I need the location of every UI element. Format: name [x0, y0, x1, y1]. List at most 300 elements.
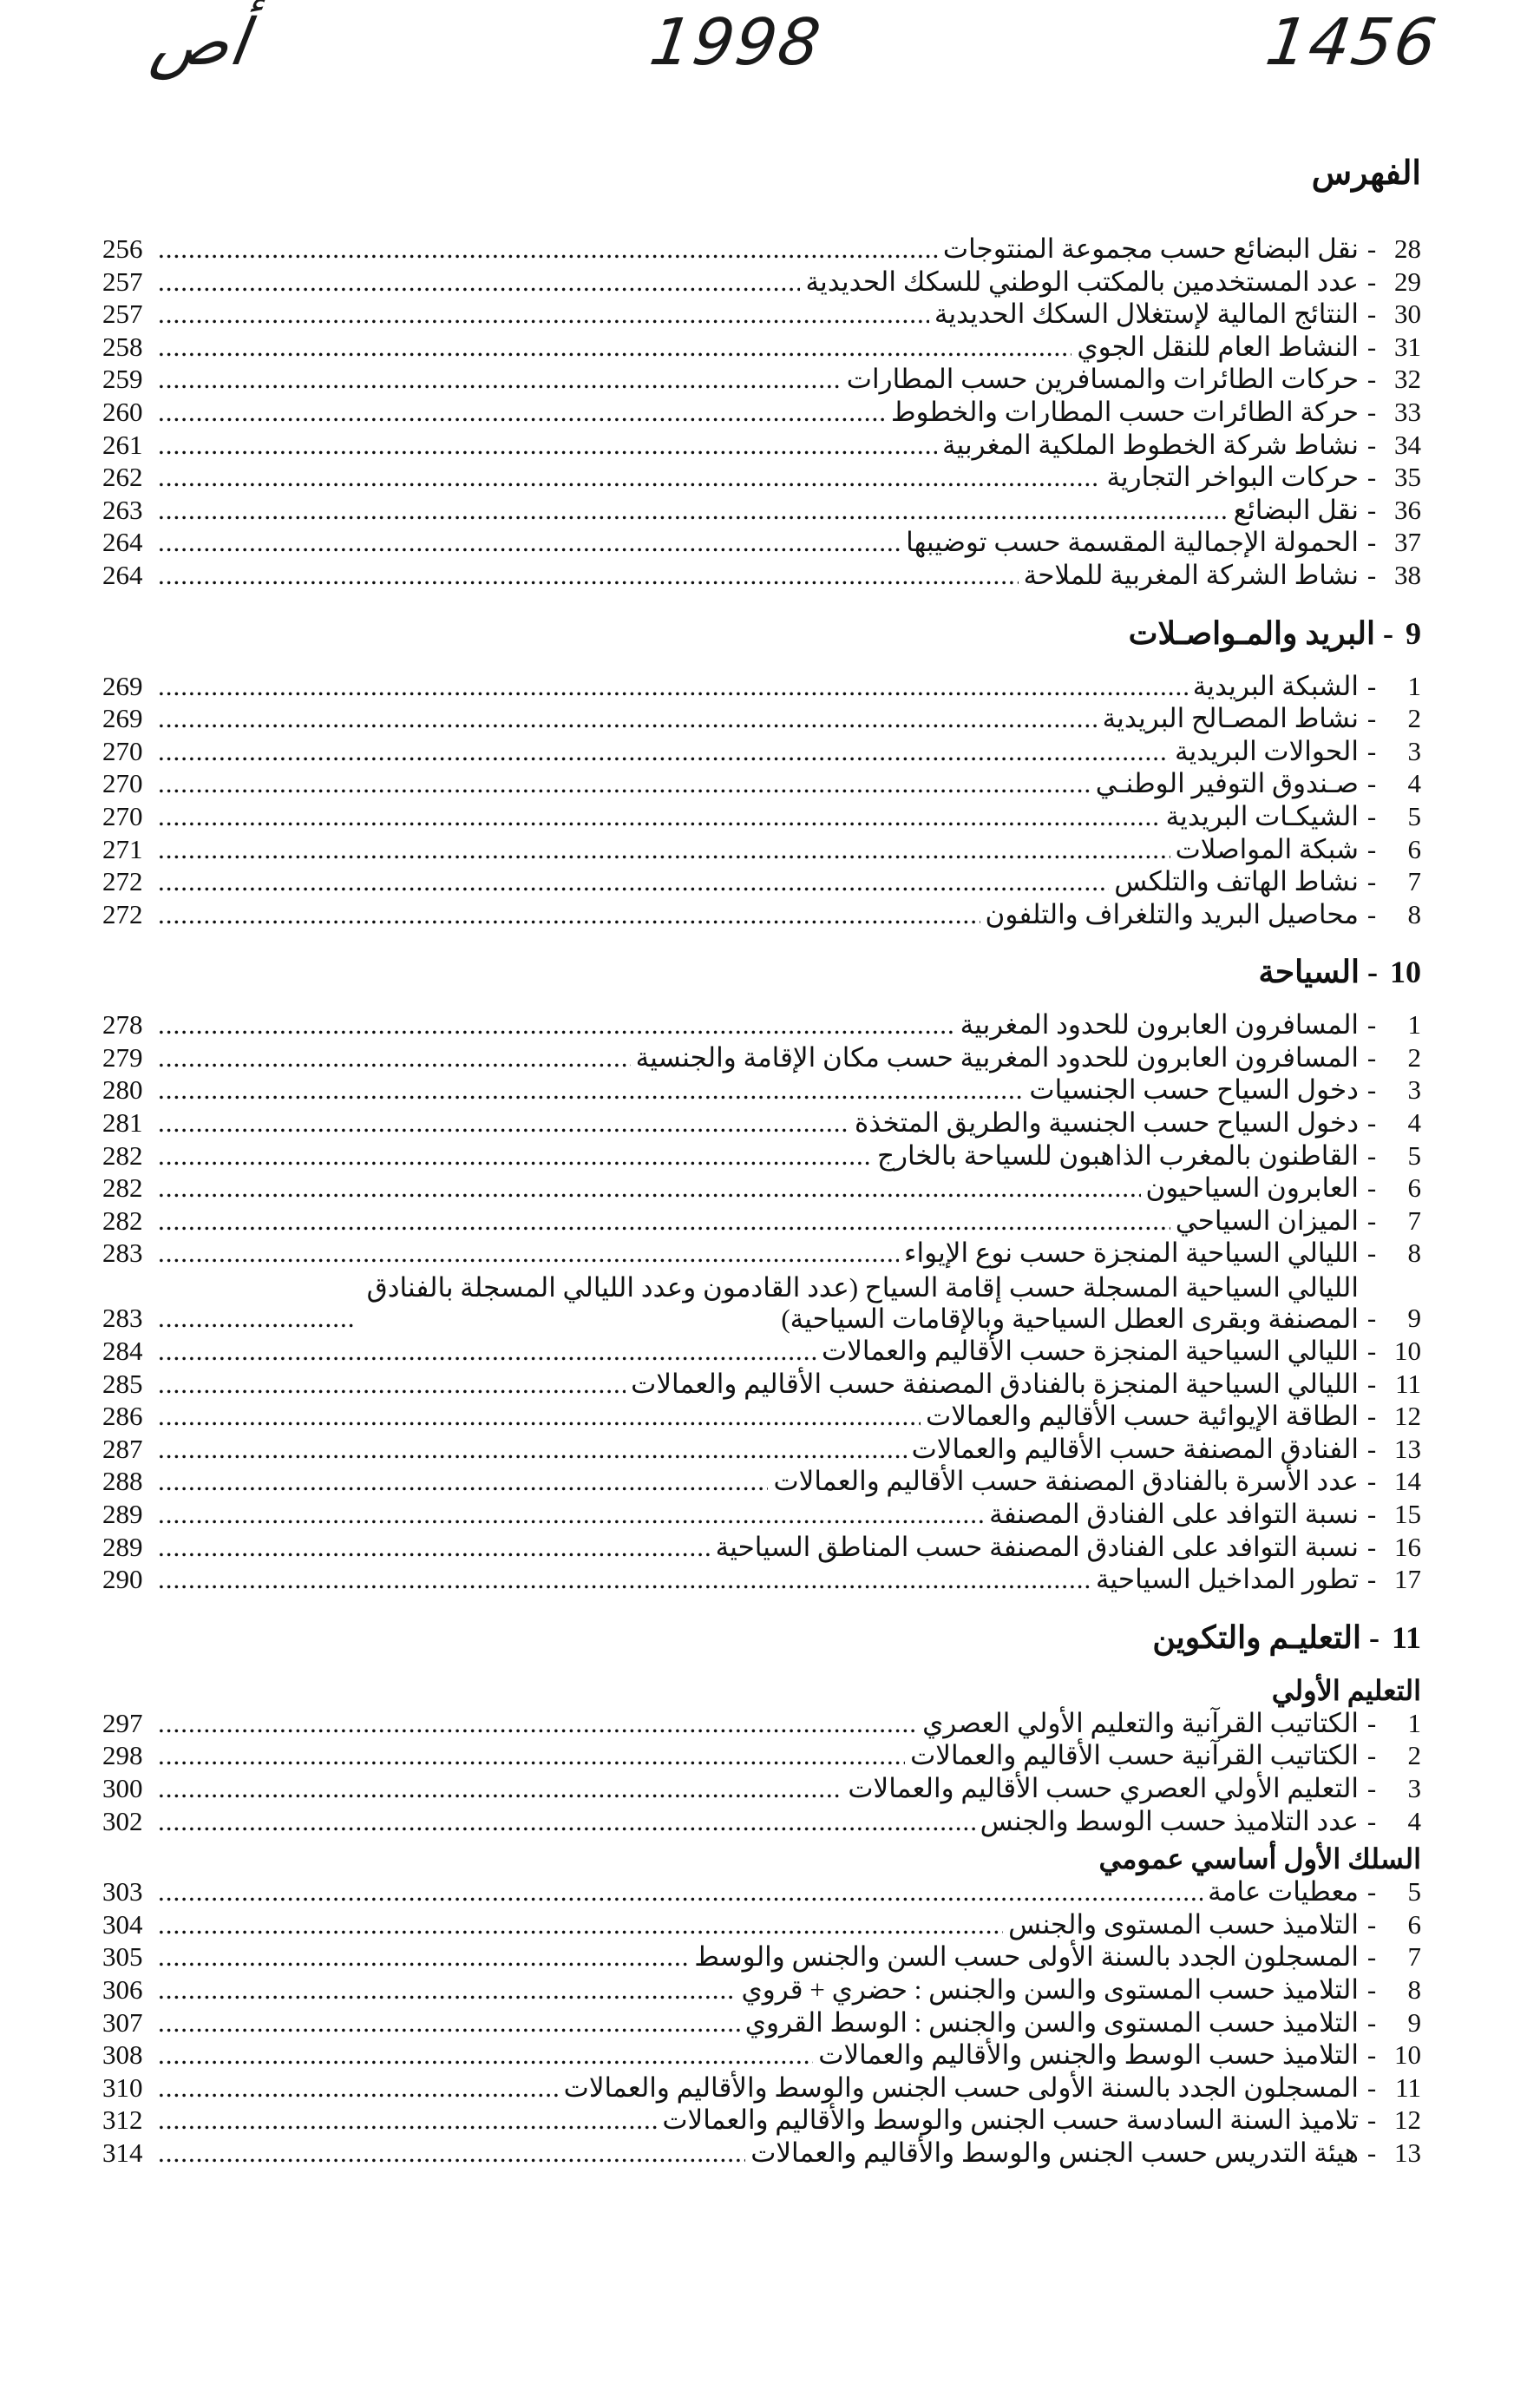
index-entry	[102, 2104, 1421, 2137]
index-entry	[102, 833, 1421, 866]
dot-leader	[158, 1106, 849, 1139]
dot-leader	[158, 494, 1229, 527]
index-entry	[102, 1237, 1421, 1270]
entry-page-number: 257	[102, 299, 143, 330]
entry-number: 36	[1394, 494, 1421, 525]
entry-page-number: 312	[102, 2104, 143, 2136]
entry-number: 31	[1394, 331, 1421, 362]
entry-number: 5	[1407, 1139, 1421, 1171]
dot-leader	[158, 559, 1019, 592]
entry-title: الكتاتيب القرآنية حسب الأقاليم والعمالات	[910, 1740, 1359, 1771]
entry-page-number: 288	[102, 1466, 143, 1497]
index-entry	[102, 1772, 1421, 1805]
dot-leader	[158, 1400, 921, 1433]
entry-number: 3	[1407, 1772, 1421, 1803]
entry-number: 14	[1394, 1466, 1421, 1497]
entry-number: 9	[1407, 2006, 1421, 2038]
entry-number: 11	[1395, 1368, 1421, 1399]
dot-leader	[158, 1908, 1003, 1941]
entry-number: 3	[1407, 735, 1421, 766]
entry-page-number: 285	[102, 1368, 143, 1399]
entry-page-number: 302	[102, 1805, 143, 1836]
entry-number: 4	[1407, 1107, 1421, 1139]
entry-title: المسافرون العابرون للحدود المغربية	[960, 1009, 1359, 1041]
section-dash: -	[1360, 1619, 1379, 1655]
entry-page-number: 303	[102, 1876, 143, 1907]
entry-number: 6	[1407, 1172, 1421, 1204]
section-10-entries	[102, 1008, 1421, 1596]
dot-leader	[158, 2006, 740, 2039]
index-entry	[102, 233, 1421, 266]
index-entry	[102, 1041, 1421, 1074]
section-number: 10	[1390, 955, 1421, 990]
section-10-heading	[102, 946, 1421, 998]
dot-leader	[158, 429, 937, 462]
entry-page-number: 270	[102, 735, 143, 766]
entry-title: عدد الأسرة بالفنادق المصنفة حسب الأقاليم والعمالات	[773, 1466, 1359, 1497]
entry-page-number: 264	[102, 527, 143, 558]
entry-number: 2	[1407, 1041, 1421, 1073]
entry-number: 7	[1407, 1205, 1421, 1236]
entry-title: الليالي السياحية المنجزة حسب نوع الإيواء	[903, 1238, 1359, 1269]
index-entry	[102, 1531, 1421, 1564]
entry-dash: -	[1366, 1564, 1377, 1595]
entry-dash: -	[1366, 527, 1377, 558]
entry-title: نسبة التوافد على الفنادق المصنفة حسب المناطق السياحية	[715, 1531, 1359, 1562]
entry-number: 1	[1407, 670, 1421, 701]
index-entry	[102, 1563, 1421, 1596]
entry-title: محاصيل البريد والتلغراف والتلفون	[985, 898, 1359, 929]
entry-number: 17	[1394, 1564, 1421, 1595]
entry-dash: -	[1366, 1707, 1377, 1738]
entry-dash: -	[1366, 559, 1377, 590]
entry-number: 7	[1407, 866, 1421, 897]
entry-dash: -	[1366, 2039, 1377, 2071]
entry-page-number: 279	[102, 1041, 143, 1073]
entry-title: الشيكـات البريدية	[1165, 800, 1359, 831]
entry-number: 3	[1407, 1074, 1421, 1106]
index-entry	[102, 2137, 1421, 2170]
dot-leader	[158, 1772, 842, 1805]
entry-page-number: 286	[102, 1401, 143, 1432]
dot-leader	[158, 233, 938, 266]
section-number: 11	[1391, 1619, 1421, 1655]
entry-dash: -	[1366, 800, 1377, 831]
index-entry	[102, 1335, 1421, 1368]
entry-page-number: 300	[102, 1772, 143, 1803]
entry-dash: -	[1366, 1531, 1377, 1562]
entry-dash: -	[1366, 2137, 1377, 2168]
index-entry	[102, 1433, 1421, 1466]
entry-title: حركات البواخر التجارية	[1106, 462, 1359, 493]
entry-number: 9	[1407, 1303, 1421, 1334]
section-title-text: البريد والمـواصـلات	[1128, 615, 1375, 651]
entry-dash: -	[1366, 1433, 1377, 1464]
handwritten-note-left: ﺃﺹ	[146, 5, 253, 80]
entry-dash: -	[1366, 1009, 1377, 1041]
dot-leader	[158, 396, 886, 429]
entry-title: التلاميذ حسب الوسط والجنس والأقاليم والعمالات	[818, 2039, 1359, 2071]
entry-number: 33	[1394, 396, 1421, 427]
entry-title: النتائج المالية لإستغلال السكك الحديدية	[934, 299, 1359, 330]
entry-number: 10	[1394, 2039, 1421, 2071]
entry-title: نقل البضائع حسب مجموعة المنتوجات	[942, 233, 1359, 264]
entry-page-number: 271	[102, 833, 143, 864]
entry-title: الشبكة البريدية	[1192, 670, 1359, 701]
entry-number: 13	[1394, 2137, 1421, 2168]
entry-dash: -	[1366, 670, 1377, 701]
section-title-text: التعليـم والتكوين	[1152, 1619, 1361, 1655]
section-11-preschool-entries	[102, 1707, 1421, 1837]
dot-leader	[158, 1875, 1203, 1908]
entry-number: 28	[1394, 233, 1421, 264]
entry-number: 16	[1394, 1531, 1421, 1562]
entry-dash: -	[1366, 1107, 1377, 1139]
entry-page-number: 260	[102, 396, 143, 427]
index-entry	[102, 865, 1421, 898]
index-entry	[102, 898, 1421, 931]
section-dash: -	[1375, 615, 1393, 651]
entry-dash: -	[1366, 494, 1377, 525]
index-entry	[102, 1205, 1421, 1238]
section-8-entries	[102, 233, 1421, 592]
entry-number: 4	[1407, 1805, 1421, 1836]
entry-page-number: 298	[102, 1740, 143, 1771]
entry-number: 15	[1394, 1499, 1421, 1529]
entry-number: 29	[1394, 266, 1421, 297]
index-entry	[102, 1074, 1421, 1106]
dot-leader	[158, 1041, 631, 1074]
section-dash: -	[1360, 955, 1378, 990]
entry-dash: -	[1366, 1074, 1377, 1106]
entry-dash: -	[1366, 299, 1377, 330]
subheading-preschool: التعليم الأولي	[1271, 1674, 1421, 1706]
handwritten-note-year: 1998	[645, 5, 827, 80]
dot-leader	[158, 526, 901, 559]
entry-title: المسافرون العابرون للحدود المغربية حسب مكان الإقامة والجنسية	[635, 1041, 1359, 1073]
entry-title: دخول السياح حسب الجنسية والطريق المتخذة	[855, 1107, 1359, 1139]
dot-leader	[158, 1465, 768, 1498]
dot-leader	[158, 1973, 736, 2006]
index-entry	[102, 1707, 1421, 1740]
entry-title: الكتاتيب القرآنية والتعليم الأولي العصري	[922, 1707, 1359, 1738]
entry-number: 34	[1394, 429, 1421, 460]
index-entry	[102, 767, 1421, 800]
index-entry	[102, 396, 1421, 429]
index-entry	[102, 331, 1421, 364]
entry-page-number: 289	[102, 1531, 143, 1562]
entry-page-number: 261	[102, 429, 143, 460]
entry-dash: -	[1366, 364, 1377, 395]
index-entry	[102, 429, 1421, 462]
index-entry	[102, 1908, 1421, 1941]
entry-dash: -	[1366, 1740, 1377, 1771]
index-entry	[102, 702, 1421, 735]
entry-dash: -	[1366, 1973, 1377, 2005]
entry-page-number: 269	[102, 670, 143, 701]
index-entry	[102, 1106, 1421, 1139]
entry-number: 10	[1394, 1336, 1421, 1367]
index-entry	[102, 559, 1421, 592]
entry-title: الليالي السياحية المنجزة بالفنادق المصنفة حسب الأقاليم والعمالات	[631, 1368, 1359, 1399]
entry-title: نشاط المصـالح البريدية	[1102, 703, 1359, 734]
entry-title: معطيات عامة	[1208, 1876, 1359, 1907]
section-11-primary-entries	[102, 1875, 1421, 2169]
entry-title: الحمولة الإجمالية المقسمة حسب توضيبها	[906, 527, 1359, 558]
entry-number: 6	[1407, 1908, 1421, 1940]
entry-dash: -	[1366, 833, 1377, 864]
entry-title: التلاميذ حسب المستوى والسن والجنس : الوسط القروي	[744, 2006, 1359, 2038]
dot-leader	[158, 1531, 711, 1564]
index-entry	[102, 298, 1421, 331]
entry-number: 11	[1395, 2072, 1421, 2103]
entry-page-number: 280	[102, 1074, 143, 1106]
entry-title: الليالي السياحية المسجلة حسب إقامة السياح (عدد القادمون وعدد الليالي المسجلة بالفنادق المصنفة وبقرى العطل السياحية وبالإقامات السياحية)	[366, 1272, 1359, 1335]
entry-page-number: 259	[102, 364, 143, 395]
entry-dash: -	[1366, 233, 1377, 264]
dot-leader	[158, 1498, 984, 1531]
entry-title: الفنادق المصنفة حسب الأقاليم والعمالات	[911, 1433, 1359, 1464]
dot-leader	[158, 1172, 1141, 1205]
entry-dash: -	[1366, 1205, 1377, 1236]
entry-dash: -	[1366, 396, 1377, 427]
entry-title: التلاميذ حسب المستوى والجنس	[1008, 1908, 1359, 1940]
entry-page-number: 282	[102, 1172, 143, 1204]
section-9-heading	[102, 607, 1421, 660]
entry-title: صـندوق التوفير الوطنـي	[1095, 768, 1359, 799]
entry-number: 13	[1394, 1433, 1421, 1464]
entry-number: 7	[1407, 1941, 1421, 1973]
entry-page-number: 305	[102, 1941, 143, 1973]
entry-dash: -	[1366, 735, 1377, 766]
entry-page-number: 287	[102, 1433, 143, 1464]
index-entry	[102, 2039, 1421, 2072]
entry-number: 6	[1407, 833, 1421, 864]
dot-leader	[158, 898, 980, 931]
index-entry	[102, 1973, 1421, 2006]
dot-leader	[158, 363, 842, 396]
entry-title: الليالي السياحية المنجزة حسب الأقاليم والعمالات	[822, 1336, 1359, 1367]
dot-leader	[158, 1739, 905, 1772]
entry-number: 37	[1394, 527, 1421, 558]
entry-title: نشاط شركة الخطوط الملكية المغربية	[941, 429, 1359, 460]
entry-number: 8	[1407, 1238, 1421, 1269]
section-number: 9	[1406, 615, 1421, 651]
entry-number: 12	[1394, 2104, 1421, 2136]
entry-page-number: 282	[102, 1139, 143, 1171]
entry-title: التلاميذ حسب المستوى والسن والجنس : حضري + قروي	[741, 1973, 1359, 2005]
entry-number: 8	[1407, 898, 1421, 929]
entry-title: التعليم الأولي العصري حسب الأقاليم والعمالات	[848, 1772, 1359, 1803]
entry-number: 4	[1407, 768, 1421, 799]
entry-dash: -	[1366, 768, 1377, 799]
dot-leader	[158, 865, 1109, 898]
entry-dash: -	[1366, 429, 1377, 460]
dot-leader	[158, 1302, 356, 1335]
entry-page-number: 290	[102, 1564, 143, 1595]
dot-leader	[158, 298, 929, 331]
entry-title: القاطنون بالمغرب الذاهبون للسياحة بالخارج	[876, 1139, 1359, 1171]
entry-dash: -	[1366, 1368, 1377, 1399]
index-entry	[102, 1805, 1421, 1838]
dot-leader	[158, 1805, 975, 1838]
entry-dash: -	[1366, 1139, 1377, 1171]
index-entry	[102, 1498, 1421, 1531]
entry-number: 32	[1394, 364, 1421, 395]
entry-dash: -	[1366, 2072, 1377, 2103]
entry-title: عدد التلاميذ حسب الوسط والجنس	[980, 1805, 1359, 1836]
entry-dash: -	[1366, 462, 1377, 493]
index-entry	[102, 1875, 1421, 1908]
entry-number: 38	[1394, 559, 1421, 590]
index-entry	[102, 526, 1421, 559]
dot-leader	[158, 1707, 917, 1740]
dot-leader	[158, 1335, 816, 1368]
index-entry	[102, 1172, 1421, 1205]
index-entry	[102, 461, 1421, 494]
entry-title: حركة الطائرات حسب المطارات والخطوط	[890, 396, 1359, 427]
entry-dash: -	[1366, 1238, 1377, 1269]
entry-dash: -	[1366, 1172, 1377, 1204]
entry-title: دخول السياح حسب الجنسيات	[1029, 1074, 1359, 1106]
dot-leader	[158, 1237, 899, 1270]
dot-leader	[158, 767, 1091, 800]
entry-dash: -	[1366, 266, 1377, 297]
entry-page-number: 307	[102, 2006, 143, 2038]
index-entry	[102, 1739, 1421, 1772]
dot-leader	[158, 461, 1101, 494]
entry-number: 2	[1407, 703, 1421, 734]
dot-leader	[158, 1074, 1024, 1106]
entry-title: الميزان السياحي	[1175, 1205, 1359, 1236]
dot-leader	[158, 1205, 1170, 1238]
entry-title: الطاقة الإيوائية حسب الأقاليم والعمالات	[926, 1401, 1359, 1432]
entry-number: 30	[1394, 299, 1421, 330]
entry-page-number: 272	[102, 866, 143, 897]
dot-leader	[158, 1008, 955, 1041]
index-content	[102, 148, 1421, 2170]
entry-number: 35	[1394, 462, 1421, 493]
entry-page-number: 306	[102, 1973, 143, 2005]
entry-page-number: 262	[102, 462, 143, 493]
dot-leader	[158, 1139, 872, 1172]
index-entry	[102, 2072, 1421, 2104]
section-title-text: السياحة	[1258, 955, 1360, 990]
entry-dash: -	[1366, 866, 1377, 897]
dot-leader	[158, 2039, 813, 2072]
index-entry	[102, 1400, 1421, 1433]
entry-title: المسجلون الجدد بالسنة الأولى حسب الجنس والوسط والأقاليم والعمالات	[563, 2072, 1359, 2103]
entry-dash: -	[1366, 2006, 1377, 2038]
entry-dash: -	[1366, 1303, 1377, 1334]
entry-page-number: 284	[102, 1336, 143, 1367]
entry-title: تلاميذ السنة السادسة حسب الجنس والوسط والأقاليم والعمالات	[662, 2104, 1359, 2136]
dot-leader	[158, 702, 1098, 735]
entry-dash: -	[1366, 1041, 1377, 1073]
entry-number: 1	[1407, 1707, 1421, 1738]
entry-page-number: 278	[102, 1009, 143, 1041]
dot-leader	[158, 1433, 907, 1466]
entry-dash: -	[1366, 1466, 1377, 1497]
entry-title: نسبة التوافد على الفنادق المصنفة	[989, 1499, 1359, 1529]
entry-dash: -	[1366, 331, 1377, 362]
entry-number: 2	[1407, 1740, 1421, 1771]
entry-page-number: 264	[102, 559, 143, 590]
index-entry	[102, 1270, 1421, 1335]
index-entry	[102, 1940, 1421, 1973]
dot-leader	[158, 1940, 689, 1973]
entry-page-number: 282	[102, 1205, 143, 1236]
entry-page-number: 283	[102, 1238, 143, 1269]
entry-number: 5	[1407, 800, 1421, 831]
entry-page-number: 258	[102, 331, 143, 362]
entry-title: نشاط الشركة المغربية للملاحة	[1023, 559, 1359, 590]
entry-page-number: 270	[102, 800, 143, 831]
dot-leader	[158, 2137, 745, 2170]
index-title: الفهرس	[1311, 155, 1421, 192]
handwritten-note-number: 1456	[1261, 5, 1443, 80]
entry-title: نشاط الهاتف والتلكس	[1114, 866, 1359, 897]
index-entry	[102, 1465, 1421, 1498]
entry-page-number: 281	[102, 1107, 143, 1139]
dot-leader	[158, 800, 1161, 833]
entry-title: نقل البضائع	[1233, 494, 1359, 525]
entry-page-number: 297	[102, 1707, 143, 1738]
entry-page-number: 304	[102, 1908, 143, 1940]
entry-number: 5	[1407, 1876, 1421, 1907]
entry-title: الحوالات البريدية	[1175, 735, 1359, 766]
entry-page-number: 257	[102, 266, 143, 297]
index-entry	[102, 800, 1421, 833]
dot-leader	[158, 1368, 626, 1401]
index-entry	[102, 670, 1421, 703]
entry-number: 12	[1394, 1401, 1421, 1432]
index-entry	[102, 1368, 1421, 1401]
entry-dash: -	[1366, 1805, 1377, 1836]
entry-dash: -	[1366, 1401, 1377, 1432]
entry-title: حركات الطائرات والمسافرين حسب المطارات	[846, 364, 1359, 395]
subheading-primary-public: السلك الأول أساسي عمومي	[1098, 1843, 1421, 1875]
index-entry	[102, 363, 1421, 396]
dot-leader	[158, 670, 1188, 703]
dot-leader	[158, 1563, 1091, 1596]
entry-dash: -	[1366, 1876, 1377, 1907]
entry-dash: -	[1366, 703, 1377, 734]
entry-page-number: 269	[102, 703, 143, 734]
entry-number: 8	[1407, 1973, 1421, 2005]
entry-dash: -	[1366, 1772, 1377, 1803]
entry-page-number: 270	[102, 768, 143, 799]
entry-title: العابرون السياحيون	[1145, 1172, 1359, 1204]
entry-dash: -	[1366, 1336, 1377, 1367]
entry-page-number: 263	[102, 494, 143, 525]
dot-leader	[158, 266, 800, 299]
entry-page-number: 283	[102, 1303, 143, 1334]
entry-dash: -	[1366, 2104, 1377, 2136]
entry-title: تطور المداخيل السياحية	[1095, 1564, 1359, 1595]
index-entry	[102, 735, 1421, 768]
index-entry	[102, 1139, 1421, 1172]
entry-page-number: 310	[102, 2072, 143, 2103]
index-entry	[102, 266, 1421, 299]
entry-page-number: 289	[102, 1499, 143, 1529]
entry-number: 1	[1407, 1009, 1421, 1041]
entry-page-number: 256	[102, 233, 143, 264]
dot-leader	[158, 735, 1170, 768]
dot-leader	[158, 331, 1071, 364]
entry-title: شبكة المواصلات	[1175, 833, 1359, 864]
dot-leader	[158, 2104, 657, 2137]
